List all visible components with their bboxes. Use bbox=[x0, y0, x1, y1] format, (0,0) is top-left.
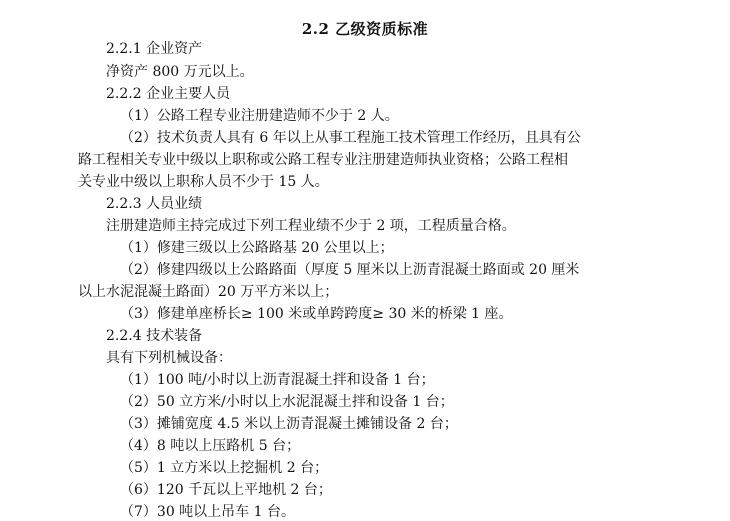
equipment-item: （5）1 立方米以上挖掘机 2 台； bbox=[120, 460, 329, 476]
equipment-intro: 具有下列机械设备： bbox=[106, 350, 232, 366]
personnel-item-2-line-2: 路工程相关专业中级以上职称或公路工程专业注册建造师执业资格；公路工程相 bbox=[78, 152, 568, 168]
personnel-item-1: （1）公路工程专业注册建造师不少于 2 人。 bbox=[120, 108, 399, 124]
net-assets-text: 净资产 800 万元以上。 bbox=[106, 64, 254, 80]
performance-item-2-line-2: 以上水泥混凝土路面）20 万平方米以上； bbox=[78, 284, 339, 300]
heading-2-2-1: 2.2.1 企业资产 bbox=[106, 41, 203, 57]
section-title: 2.2 乙级资质标准 bbox=[301, 20, 429, 38]
equipment-item: （1）100 吨/小时以上沥青混凝土拌和设备 1 台； bbox=[120, 372, 435, 388]
personnel-item-2-line-3: 关专业中级以上职称人员不少于 15 人。 bbox=[78, 174, 329, 190]
performance-item-2-line-1: （2）修建四级以上公路路面（厚度 5 厘米以上沥青混凝土路面或 20 厘米 bbox=[120, 262, 580, 278]
heading-2-2-4: 2.2.4 技术装备 bbox=[106, 328, 203, 344]
performance-item-1: （1）修建三级以上公路路基 20 公里以上； bbox=[120, 240, 394, 256]
equipment-item: （4）8 吨以上压路机 5 台； bbox=[120, 438, 301, 454]
equipment-item: （6）120 千瓦以上平地机 2 台； bbox=[120, 482, 332, 498]
performance-intro: 注册建造师主持完成过下列工程业绩不少于 2 项，工程质量合格。 bbox=[106, 218, 516, 234]
equipment-item: （3）摊铺宽度 4.5 米以上沥青混凝土摊铺设备 2 台； bbox=[120, 416, 458, 432]
equipment-item: （2）50 立方米/小时以上水泥混凝土拌和设备 1 台； bbox=[120, 394, 454, 410]
heading-2-2-3: 2.2.3 人员业绩 bbox=[106, 196, 203, 212]
heading-2-2-2: 2.2.2 企业主要人员 bbox=[106, 86, 231, 102]
personnel-item-2-line-1: （2）技术负责人具有 6 年以上从事工程施工技术管理工作经历，且具有公 bbox=[120, 130, 581, 146]
equipment-item: （7）30 吨以上吊车 1 台。 bbox=[120, 504, 295, 520]
performance-item-3: （3）修建单座桥长≥ 100 米或单跨跨度≥ 30 米的桥梁 1 座。 bbox=[120, 306, 513, 322]
